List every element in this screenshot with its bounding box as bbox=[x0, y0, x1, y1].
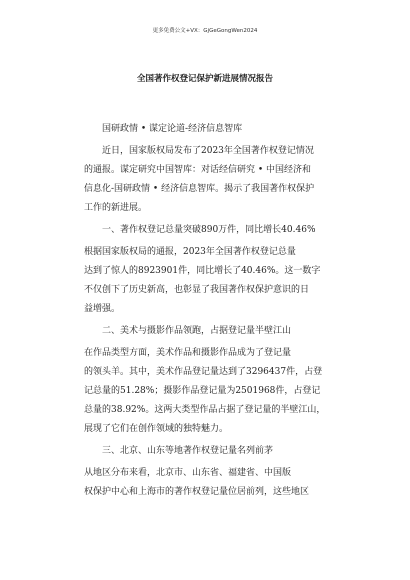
paragraph-line: 展现了它们在创作领域的独特魅力。 bbox=[84, 424, 229, 434]
paragraph bbox=[84, 322, 362, 341]
paragraph-line: 二、美术与摄影作品领跑，占据登记量半壁江山 bbox=[102, 326, 292, 336]
paragraph-line: 一、著作权登记总量突破890万件，同比增长40.46% bbox=[102, 225, 316, 235]
paragraph-line: 记总量的51.28%；摄影作品登记量为2501968件，占登记 bbox=[84, 386, 321, 396]
paragraph-line: 近日，国家版权局发布了2023年全国著作权登记情况 bbox=[102, 146, 314, 156]
paragraph bbox=[84, 120, 362, 139]
paragraph-line: 权保护中心和上海市的著作权登记量位居前列，这些地区 bbox=[84, 487, 310, 497]
paragraph-line: 的领头羊。其中，美术作品登记量达到了3296437件，占登 bbox=[84, 367, 323, 377]
paragraph-line: 达到了惊人的8923901件，同比增长了40.46%。这一数字 bbox=[84, 266, 321, 276]
paragraph bbox=[84, 464, 362, 502]
paragraph bbox=[84, 344, 362, 439]
header-note: 更多免费公文+VX：GjGeGongWen2024 bbox=[152, 28, 258, 34]
paragraph-line: 工作的新进展。 bbox=[84, 203, 148, 213]
paragraph-line: 益增强。 bbox=[84, 304, 121, 314]
paragraph-line: 国研政情 • 谋定论道-经济信息智库 bbox=[102, 124, 243, 134]
paragraph-line: 在作品类型方面，美术作品和摄影作品成为了登记量 bbox=[84, 348, 292, 358]
paragraph-line: 总量的38.92%。这两大类型作品占据了登记量的半壁江山， bbox=[84, 405, 326, 415]
paragraph-line: 不仅创下了历史新高，也彰显了我国著作权保护意识的日 bbox=[84, 285, 310, 295]
paragraph-line: 三、北京、山东等地著作权登记量名列前茅 bbox=[102, 446, 274, 456]
document-body bbox=[84, 120, 362, 505]
paragraph-line: 信息化-国研政情 • 经济信息智库。揭示了我国著作权保护 bbox=[84, 184, 315, 194]
paragraph-line: 根据国家版权局的通报，2023年全国著作权登记总量 bbox=[84, 247, 296, 257]
paragraph-line: 从地区分布来看，北京市、山东省、福建省、中国版 bbox=[84, 468, 292, 478]
document-title: 全国著作权登记保护新进展情况报告 bbox=[136, 74, 273, 84]
paragraph bbox=[84, 442, 362, 461]
paragraph bbox=[84, 221, 362, 240]
paragraph-line: 的通报。谋定研究中国智库：对话经信研究 • 中国经济和 bbox=[84, 165, 312, 175]
paragraph bbox=[84, 243, 362, 319]
paragraph bbox=[84, 142, 362, 218]
